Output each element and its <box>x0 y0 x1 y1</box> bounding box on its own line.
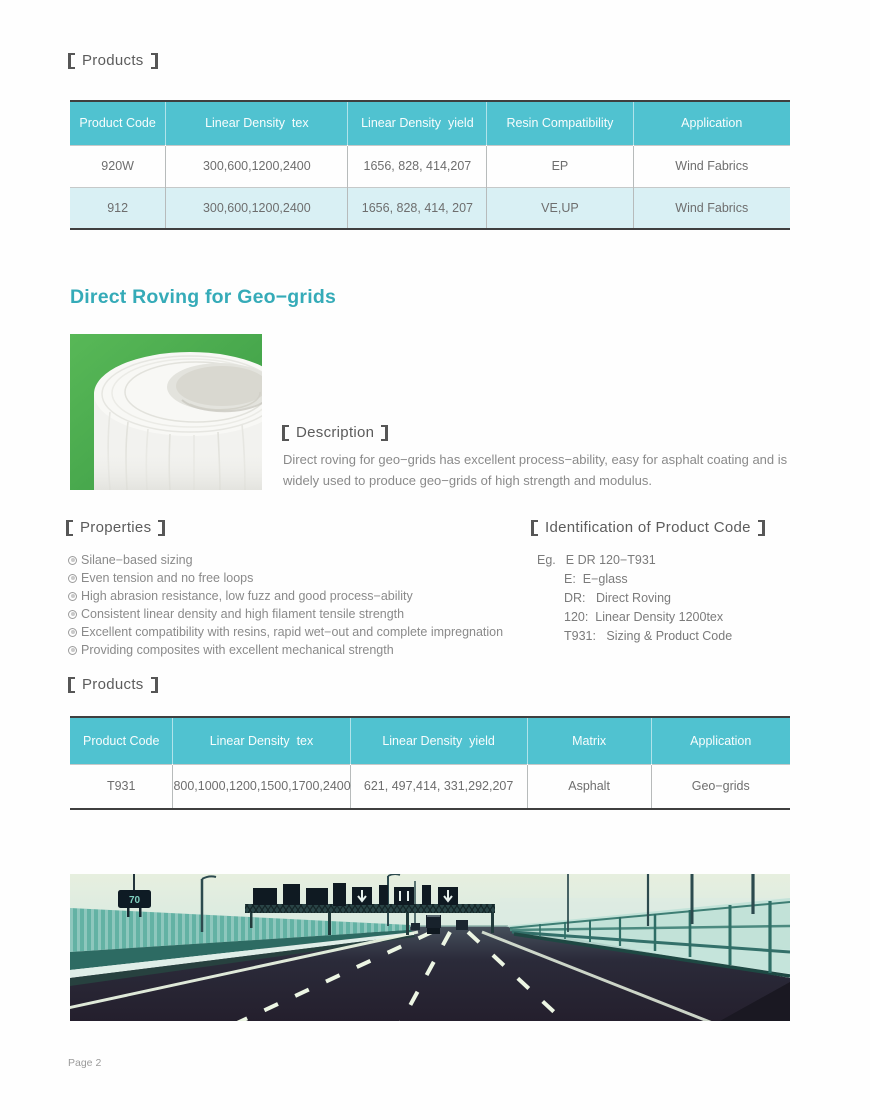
bracket-right-icon <box>151 53 158 69</box>
roving-spool-photo <box>70 334 262 490</box>
list-item <box>68 551 503 569</box>
products-heading-geogrids <box>68 676 158 693</box>
heading-label: Description <box>296 424 375 441</box>
property-text: High abrasion resistance, low fuzz and good process−ability <box>81 589 413 603</box>
identification-block <box>537 551 732 646</box>
section-title: Direct Roving for Geo−grids <box>70 286 336 308</box>
column-header: Matrix <box>527 717 651 764</box>
table-cell: 1656, 828, 414,207 <box>348 145 487 187</box>
heading-label: Products <box>82 676 144 693</box>
column-header: Product Code <box>70 101 166 145</box>
list-item <box>68 587 503 605</box>
roving-spool-illustration <box>70 334 262 490</box>
code-breakdown-line: 120: Linear Density 1200tex <box>564 610 724 624</box>
table-cell: T931 <box>70 764 173 809</box>
table-row <box>70 764 790 809</box>
description-heading <box>282 424 388 441</box>
table-cell: Asphalt <box>527 764 651 809</box>
column-header: Resin Compatibility <box>487 101 633 145</box>
description-text: Direct roving for geo−grids has excellent process−ability, easy for asphalt coating and is widely used to produce geo−grids of high strength and modulus. <box>283 452 788 488</box>
table-header-row <box>70 717 790 764</box>
properties-heading <box>66 519 165 536</box>
table-cell: 300,600,1200,2400 <box>166 187 348 229</box>
page-number: Page 2 <box>68 1057 102 1069</box>
bullseye-bullet-icon <box>68 592 77 601</box>
bullseye-bullet-icon <box>68 556 77 565</box>
identification-heading <box>531 519 765 536</box>
bracket-right-icon <box>758 520 765 536</box>
table-cell: 920W <box>70 145 166 187</box>
highway-bridge-illustration <box>70 874 790 1021</box>
property-text: Excellent compatibility with resins, rapid wet−out and complete impregnation <box>81 625 504 639</box>
bracket-left-icon <box>531 520 538 536</box>
code-breakdown-line: E: E−glass <box>564 572 628 586</box>
speed-limit-value: 70 <box>128 895 141 906</box>
table-cell: VE,UP <box>487 187 633 229</box>
column-header: Linear Density tex <box>173 717 350 764</box>
bracket-left-icon <box>282 425 289 441</box>
bullseye-bullet-icon <box>68 646 77 655</box>
heading-label: Properties <box>80 519 152 536</box>
properties-list <box>68 551 503 659</box>
eg-label: Eg. <box>537 553 556 567</box>
column-header: Application <box>651 717 790 764</box>
bracket-left-icon <box>68 53 75 69</box>
code-breakdown-line: T931: Sizing & Product Code <box>564 629 733 643</box>
table-cell: 621, 497,414, 331,292,207 <box>350 764 527 809</box>
example-code-row <box>537 551 732 570</box>
table-row <box>70 187 790 229</box>
table-cell: Wind Fabrics <box>633 145 790 187</box>
products-table-wind <box>70 100 790 230</box>
property-text: Silane−based sizing <box>81 553 193 567</box>
list-item <box>68 605 503 623</box>
heading-label: Identification of Product Code <box>545 519 751 536</box>
property-text: Providing composites with excellent mechanical strength <box>81 643 394 657</box>
table-header-row <box>70 101 790 145</box>
bullseye-bullet-icon <box>68 574 77 583</box>
column-header: Application <box>633 101 790 145</box>
table-cell: 1656, 828, 414, 207 <box>348 187 487 229</box>
code-breakdown-line: DR: Direct Roving <box>564 591 671 605</box>
bracket-right-icon <box>158 520 165 536</box>
table-cell: 912 <box>70 187 166 229</box>
table-cell: 800,1000,1200,1500,1700,2400 <box>173 764 350 809</box>
table-cell: Geo−grids <box>651 764 790 809</box>
list-item <box>68 623 503 641</box>
bracket-right-icon <box>381 425 388 441</box>
table-row <box>70 145 790 187</box>
bracket-right-icon <box>151 677 158 693</box>
column-header: Linear Density tex <box>166 101 348 145</box>
bullseye-bullet-icon <box>68 610 77 619</box>
table-cell: 300,600,1200,2400 <box>166 145 348 187</box>
table-cell: EP <box>487 145 633 187</box>
column-header: Linear Density yield <box>350 717 527 764</box>
heading-label: Products <box>82 52 144 69</box>
bullseye-bullet-icon <box>68 628 77 637</box>
bracket-left-icon <box>66 520 73 536</box>
bracket-left-icon <box>68 677 75 693</box>
highway-bridge-photo <box>70 874 790 1021</box>
list-item <box>68 569 503 587</box>
products-table-geogrids <box>70 716 790 810</box>
property-text: Even tension and no free loops <box>81 571 254 585</box>
column-header: Product Code <box>70 717 173 764</box>
column-header: Linear Density yield <box>348 101 487 145</box>
example-code: E DR 120−T931 <box>565 553 656 567</box>
list-item <box>68 641 503 659</box>
property-text: Consistent linear density and high filament tensile strength <box>81 607 405 621</box>
products-heading-wind <box>68 52 158 69</box>
table-cell: Wind Fabrics <box>633 187 790 229</box>
